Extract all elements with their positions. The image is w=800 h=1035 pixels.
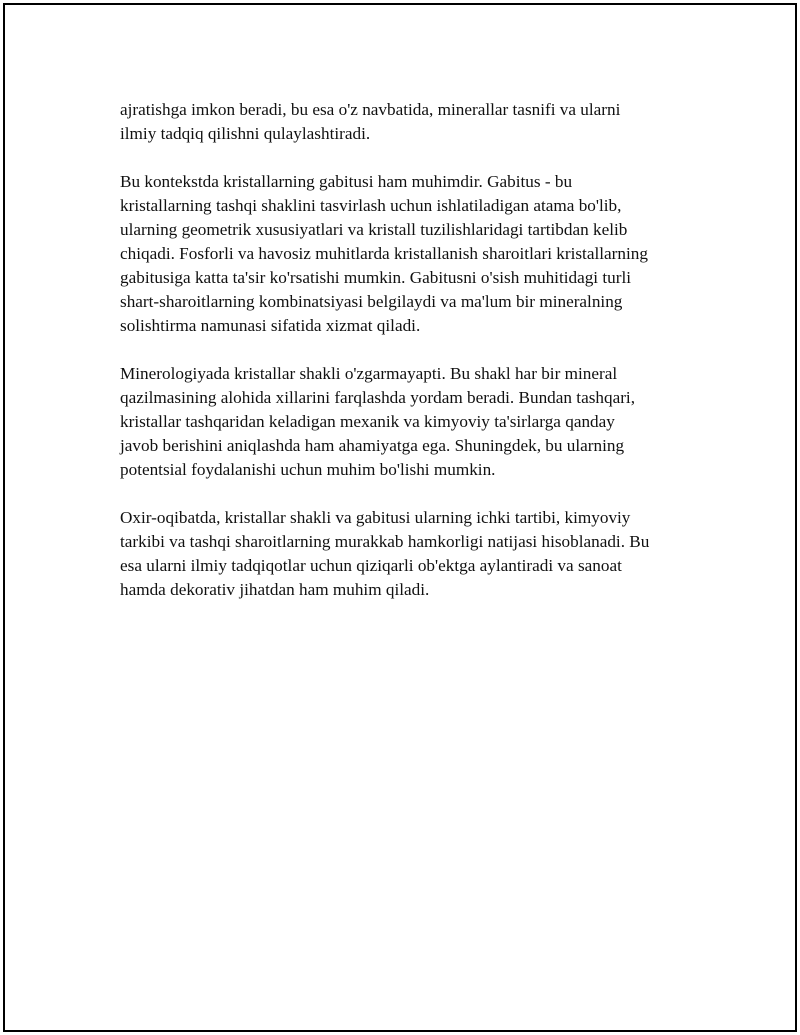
paragraph-1 [120, 98, 700, 146]
text-line: potentsial foydalanishi uchun muhim bo'lishi mumkin. [120, 460, 496, 479]
document-body [120, 98, 700, 626]
text-line: ilmiy tadqiq qilishni qulaylashtiradi. [120, 124, 371, 143]
text-line: ularning geometrik xususiyatlari va kristall tuzilishlaridagi tartibdan kelib [120, 220, 628, 239]
text-line: gabitusiga katta ta'sir ko'rsatishi mumkin. Gabitusni o'sish muhitidagi turli [120, 268, 632, 287]
text-line: qazilmasining alohida xillarini farqlashda yordam beradi. Bundan tashqari, [120, 388, 635, 407]
text-line: Bu kontekstda kristallarning gabitusi ham muhimdir. Gabitus - bu [120, 172, 573, 191]
text-line: Oxir-oqibatda, kristallar shakli va gabitusi ularning ichki tartibi, kimyoviy [120, 508, 631, 527]
text-line: chiqadi. Fosforli va havosiz muhitlarda kristallanish sharoitlari kristallarning [120, 244, 648, 263]
paragraph-3 [120, 362, 700, 482]
text-line: Minerologiyada kristallar shakli o'zgarmayapti. Bu shakl har bir mineral [120, 364, 618, 383]
text-line: javob berishini aniqlashda ham ahamiyatga ega. Shuningdek, bu ularning [120, 436, 625, 455]
text-line: hamda dekorativ jihatdan ham muhim qiladi. [120, 580, 430, 599]
document-page [3, 3, 797, 1032]
paragraph-2 [120, 170, 700, 338]
paragraph-4 [120, 506, 700, 602]
text-line: tarkibi va tashqi sharoitlarning murakkab hamkorligi natijasi hisoblanadi. Bu [120, 532, 650, 551]
text-line: shart-sharoitlarning kombinatsiyasi belgilaydi va ma'lum bir mineralning [120, 292, 623, 311]
text-line: kristallarning tashqi shaklini tasvirlash uchun ishlatiladigan atama bo'lib, [120, 196, 622, 215]
text-line: esa ularni ilmiy tadqiqotlar uchun qiziqarli ob'ektga aylantiradi va sanoat [120, 556, 622, 575]
text-line: kristallar tashqaridan keladigan mexanik va kimyoviy ta'sirlarga qanday [120, 412, 615, 431]
text-line: solishtirma namunasi sifatida xizmat qiladi. [120, 316, 421, 335]
text-line: ajratishga imkon beradi, bu esa o'z navbatida, minerallar tasnifi va ularni [120, 100, 621, 119]
